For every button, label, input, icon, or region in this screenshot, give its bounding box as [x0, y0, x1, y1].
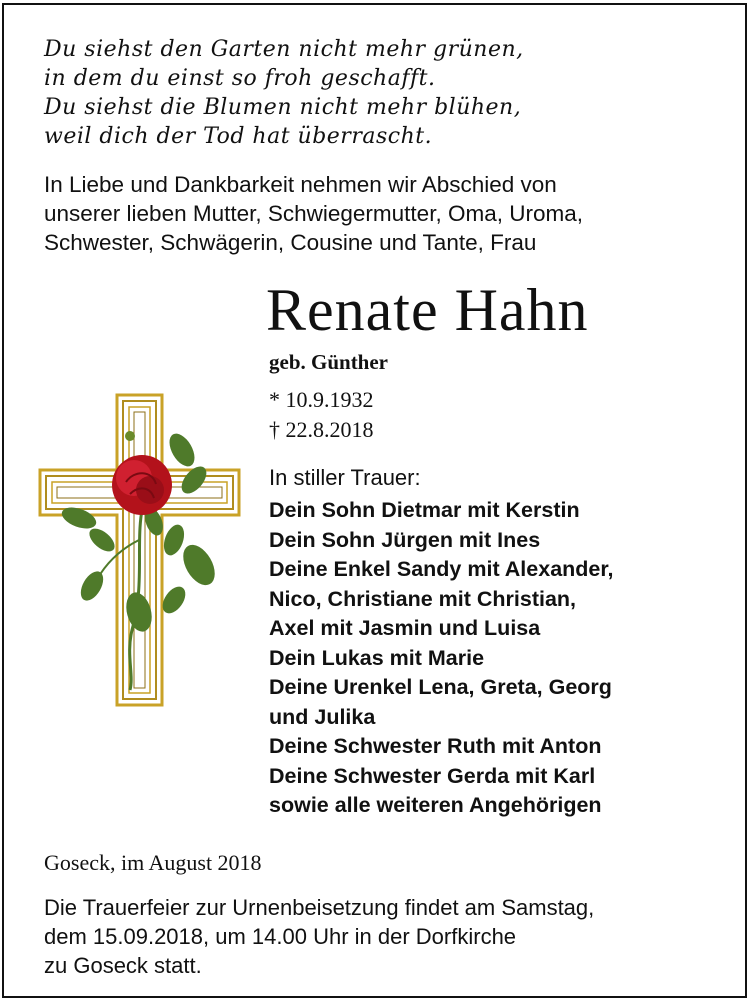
- maiden-name: geb. Günther: [269, 350, 389, 374]
- life-dates: [269, 385, 374, 445]
- list-item: Deine Schwester Ruth mit Anton: [269, 734, 602, 758]
- mourners-intro: In stiller Trauer:: [269, 465, 421, 490]
- poem-line: weil dich der Tod hat überrascht.: [44, 124, 433, 149]
- poem-line: Du siehst den Garten nicht mehr grünen,: [44, 37, 524, 62]
- intro-line: unserer lieben Mutter, Schwiegermutter, Oma, Uroma,: [44, 201, 583, 226]
- list-item: Dein Lukas mit Marie: [269, 645, 485, 670]
- list-item: Dein Sohn Dietmar mit Kerstin: [269, 498, 580, 522]
- obituary-frame: [2, 3, 747, 998]
- poem: [44, 35, 524, 151]
- list-item: sowie alle weiteren Angehörigen: [269, 793, 602, 817]
- mourners-list: [269, 496, 614, 821]
- farewell-intro: [44, 170, 583, 257]
- funeral-line: zu Goseck statt.: [44, 953, 202, 978]
- list-item: Deine Urenkel Lena, Greta, Georg: [269, 675, 612, 699]
- funeral-line: dem 15.09.2018, um 14.00 Uhr in der Dorfkirche: [44, 924, 517, 949]
- poem-line: Du siehst die Blumen nicht mehr blühen,: [44, 95, 522, 120]
- intro-line: Schwester, Schwägerin, Cousine und Tante, Frau: [44, 230, 537, 255]
- list-item: Deine Schwester Gerda mit Karl: [269, 763, 596, 788]
- birth-date: * 10.9.1932: [269, 387, 374, 412]
- list-item: Dein Sohn Jürgen mit Ines: [269, 527, 541, 552]
- list-item: Axel mit Jasmin und Luisa: [269, 616, 541, 640]
- list-item: Nico, Christiane mit Christian,: [269, 586, 577, 611]
- list-item: und Julika: [269, 704, 376, 729]
- place-date: Goseck, im August 2018: [44, 850, 262, 875]
- death-date: † 22.8.2018: [269, 417, 374, 442]
- deceased-name: Renate Hahn: [266, 277, 589, 343]
- funeral-notice: [44, 893, 594, 980]
- intro-line: In Liebe und Dankbarkeit nehmen wir Abschied von: [44, 172, 557, 197]
- poem-line: in dem du einst so froh geschafft.: [44, 66, 436, 91]
- cross-with-rose-icon: [34, 390, 249, 725]
- list-item: Deine Enkel Sandy mit Alexander,: [269, 557, 614, 581]
- funeral-line: Die Trauerfeier zur Urnenbeisetzung findet am Samstag,: [44, 895, 595, 920]
